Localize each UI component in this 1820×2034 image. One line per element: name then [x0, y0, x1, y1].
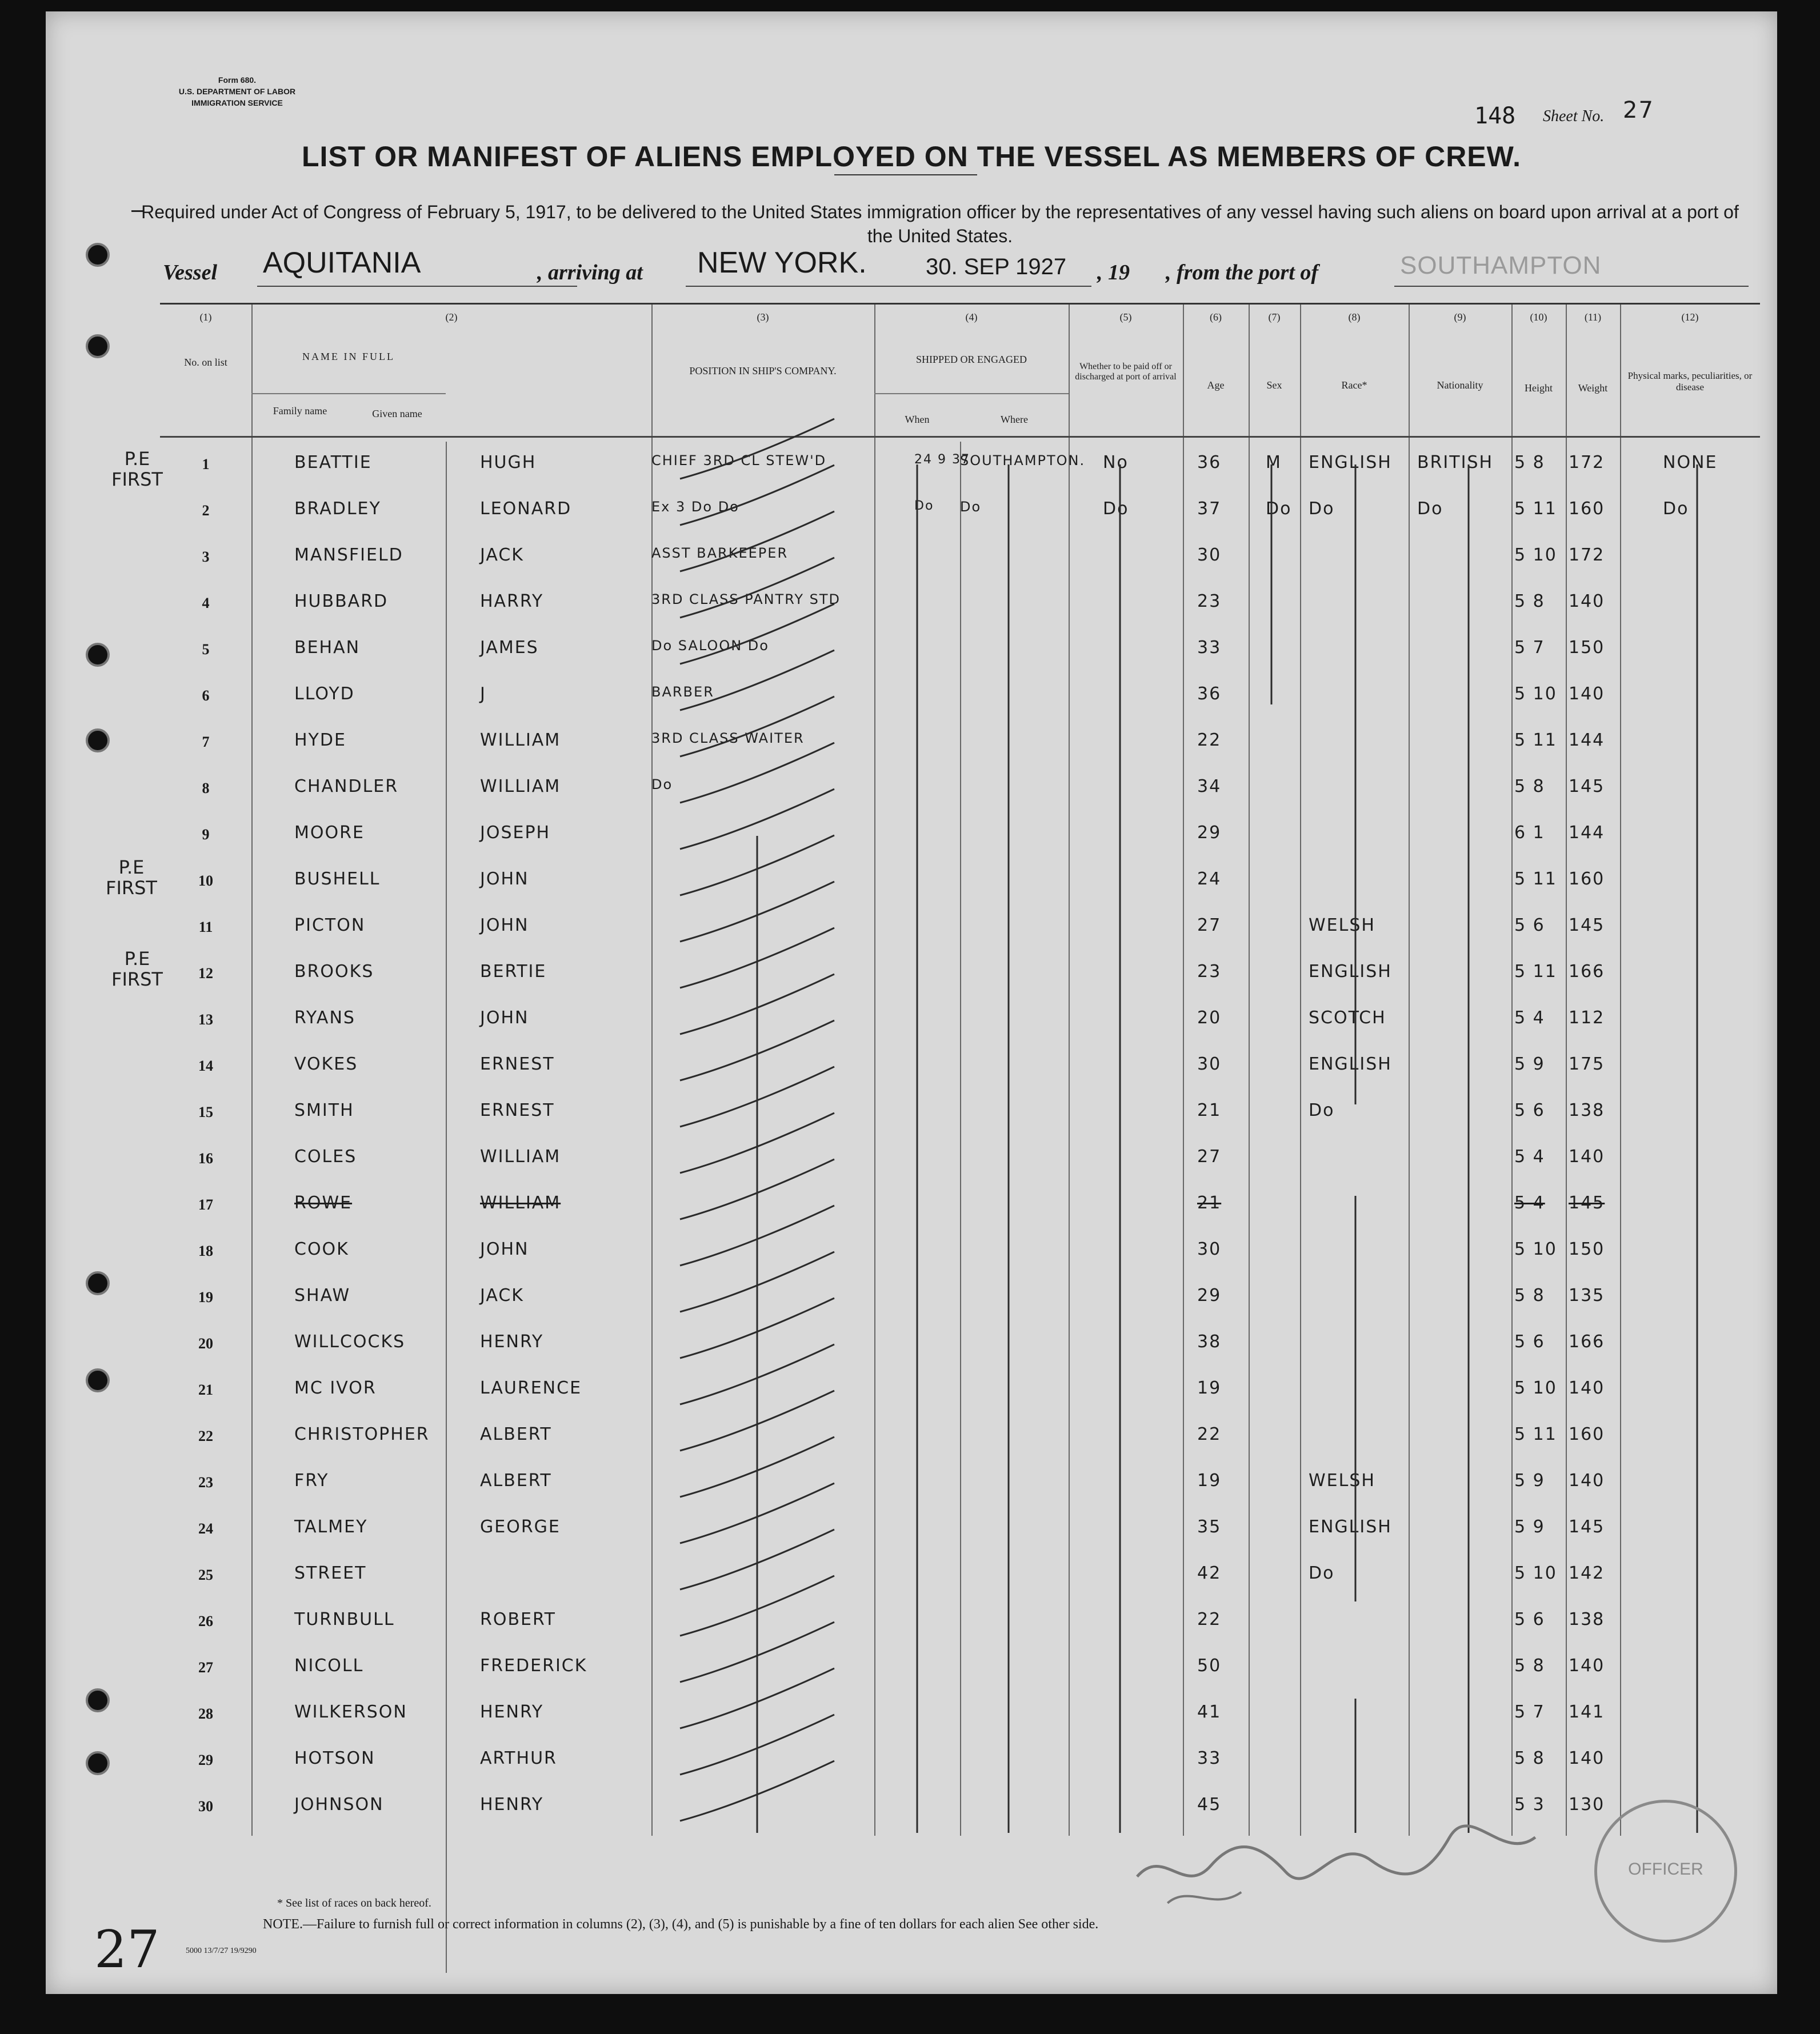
height: 5 4 [1514, 1193, 1545, 1213]
margin-note-row12: P.E FIRST [111, 948, 163, 990]
cancellation-slash [680, 650, 834, 710]
header-given-name: Given name [372, 408, 422, 419]
family-name: TURNBULL [294, 1609, 395, 1629]
weight: 160 [1569, 869, 1605, 889]
height: 5 7 [1514, 638, 1545, 658]
row-number: 12 [198, 965, 213, 982]
height: 5 8 [1514, 453, 1545, 473]
column-number: (5) [1119, 311, 1132, 323]
race: SCOTCH [1309, 1008, 1386, 1028]
header-where: Where [1001, 414, 1028, 425]
weight: 150 [1569, 1239, 1605, 1259]
given-name: HARRY [480, 591, 544, 611]
family-name: RYANS [294, 1008, 355, 1028]
cancellation-slash [680, 558, 834, 618]
sex: Do [1266, 499, 1292, 519]
family-name: ROWE [294, 1193, 353, 1213]
given-name: WILLIAM [480, 730, 561, 750]
column-number: (3) [757, 311, 769, 323]
departure-port: SOUTHAMPTON [1400, 251, 1602, 279]
weight: 144 [1569, 730, 1605, 750]
weight: 140 [1569, 591, 1605, 611]
age: 30 [1197, 1054, 1222, 1074]
punch-hole [86, 1368, 110, 1392]
title-rule [834, 174, 977, 175]
column-number: (8) [1348, 311, 1361, 323]
row-number: 28 [198, 1705, 213, 1722]
family-name: COLES [294, 1147, 357, 1167]
given-name: WILLIAM [480, 1147, 561, 1167]
row-number: 29 [198, 1752, 213, 1768]
given-name: JOSEPH [480, 823, 551, 843]
corner-sheet-number: 27 [94, 1920, 160, 1980]
race: Do [1309, 1100, 1335, 1120]
row-number: 22 [198, 1428, 213, 1444]
position: 3RD CLASS WAITER [651, 730, 805, 746]
family-name: COOK [294, 1239, 349, 1259]
given-name: HENRY [480, 1795, 544, 1815]
family-name: BUSHELL [294, 869, 381, 889]
sheet-number: 27 [1623, 97, 1654, 123]
age: 21 [1197, 1193, 1222, 1213]
given-name: JAMES [480, 638, 539, 658]
paid-off: Do [1103, 499, 1129, 519]
age: 20 [1197, 1008, 1222, 1028]
race: Do [1309, 1563, 1335, 1583]
header-name-in-full: NAME IN FULL [302, 351, 395, 362]
cancellation-slash [680, 696, 834, 756]
year-label: , 19 [1097, 261, 1130, 285]
given-name: WILLIAM [480, 1193, 561, 1213]
family-name: HYDE [294, 730, 346, 750]
row-number: 4 [202, 595, 210, 611]
penalty-note: NOTE.—Failure to furnish full or correct information in columns (2), (3), (4), and (5) is punishable by a fine of ten dollars for each alien See other side. [263, 1917, 1099, 1932]
page-subtitle: Required under Act of Congress of February 5, 1917, to be delivered to the United States immigration officer by the representatives of any vessel having such aliens on board upon arrival at a port of the United States. [141, 202, 1739, 246]
family-name: CHRISTOPHER [294, 1424, 430, 1444]
arrival-date-stamp: 30. SEP 1927 [926, 254, 1067, 279]
height: 5 7 [1514, 1702, 1545, 1722]
age: 41 [1197, 1702, 1222, 1722]
weight: 112 [1569, 1008, 1605, 1028]
weight: 140 [1569, 1471, 1605, 1491]
family-name: JOHNSON [294, 1795, 384, 1815]
cancellation-slash [680, 743, 834, 803]
weight: 140 [1569, 1378, 1605, 1398]
header-sex: Sex [1266, 379, 1282, 391]
weight: 145 [1569, 1193, 1605, 1213]
age: 29 [1197, 1286, 1222, 1306]
family-name: WILLCOCKS [294, 1332, 406, 1352]
age: 27 [1197, 1147, 1222, 1167]
date-rule [926, 286, 1091, 287]
position: ASST BARKEEPER [651, 545, 789, 561]
row-number: 26 [198, 1613, 213, 1629]
position: Do SALOON Do [651, 638, 769, 654]
height: 5 10 [1514, 1378, 1557, 1398]
height: 5 10 [1514, 1239, 1557, 1259]
weight: 175 [1569, 1054, 1605, 1074]
given-name: GEORGE [480, 1517, 561, 1537]
cancellation-slash [680, 604, 834, 664]
paid-off: No [1103, 453, 1129, 473]
cancellation-slash [680, 465, 834, 525]
weight: 160 [1569, 1424, 1605, 1444]
given-name: LAURENCE [480, 1378, 582, 1398]
given-name: WILLIAM [480, 776, 561, 796]
weight: 138 [1569, 1100, 1605, 1120]
weight: 142 [1569, 1563, 1605, 1583]
page-title: LIST OR MANIFEST OF ALIENS EMPLOYED ON THE VESSEL AS MEMBERS OF CREW. [302, 141, 1521, 173]
column-number: (2) [445, 311, 458, 323]
family-name: MOORE [294, 823, 365, 843]
punch-hole [86, 1271, 110, 1295]
weight: 130 [1569, 1795, 1605, 1815]
weight: 166 [1569, 962, 1605, 982]
row-number: 30 [198, 1798, 213, 1815]
row-number: 5 [202, 641, 210, 658]
given-name: HUGH [480, 453, 537, 473]
age: 36 [1197, 453, 1222, 473]
punch-hole [86, 243, 110, 267]
given-name: ERNEST [480, 1100, 555, 1120]
age: 34 [1197, 776, 1222, 796]
race: ENGLISH [1309, 962, 1392, 982]
height: 5 4 [1514, 1008, 1545, 1028]
race: ENGLISH [1309, 1054, 1392, 1074]
weight: 145 [1569, 915, 1605, 935]
header-weight: Weight [1578, 382, 1608, 394]
row-number: 17 [198, 1196, 213, 1213]
age: 27 [1197, 915, 1222, 935]
height: 5 3 [1514, 1795, 1545, 1815]
row-number: 15 [198, 1104, 213, 1120]
column-number: (10) [1530, 311, 1547, 323]
races-footnote: * See list of races on back hereof. [277, 1897, 431, 1909]
height: 5 10 [1514, 684, 1557, 704]
age: 33 [1197, 638, 1222, 658]
given-name: ALBERT [480, 1471, 552, 1491]
given-name: ERNEST [480, 1054, 555, 1074]
race: WELSH [1309, 915, 1375, 935]
height: 5 6 [1514, 1332, 1545, 1352]
family-name: LLOYD [294, 684, 355, 704]
height: 5 11 [1514, 962, 1557, 982]
print-code: 5000 13/7/27 19/9290 [186, 1947, 257, 1955]
port-rule [686, 286, 926, 287]
race: WELSH [1309, 1471, 1375, 1491]
weight: 145 [1569, 776, 1605, 796]
cancellation-slash [680, 511, 834, 571]
weight: 172 [1569, 545, 1605, 565]
family-name: BROOKS [294, 962, 374, 982]
row-number: 14 [198, 1058, 213, 1074]
age: 19 [1197, 1378, 1222, 1398]
weight: 138 [1569, 1609, 1605, 1629]
weight: 140 [1569, 1656, 1605, 1676]
family-name: PICTON [294, 915, 366, 935]
family-name: HUBBARD [294, 591, 389, 611]
crew-manifest-table [160, 303, 1760, 1836]
column-number: (7) [1268, 311, 1281, 323]
age: 30 [1197, 545, 1222, 565]
shipped-when: 24 9 37 [914, 453, 970, 467]
vessel-name: AQUITANIA [263, 246, 421, 279]
given-name: BERTIE [480, 962, 547, 982]
age: 45 [1197, 1795, 1222, 1815]
column-number: (4) [965, 311, 978, 323]
given-name: J [480, 684, 486, 704]
age: 36 [1197, 684, 1222, 704]
age: 21 [1197, 1100, 1222, 1120]
position: BARBER [651, 684, 714, 700]
column-number: (1) [199, 311, 212, 323]
weight: 140 [1569, 684, 1605, 704]
column-number: (11) [1584, 311, 1602, 323]
age: 38 [1197, 1332, 1222, 1352]
punch-hole [86, 1751, 110, 1775]
family-name: BEATTIE [294, 453, 372, 473]
arrival-port: NEW YORK. [697, 246, 867, 279]
age: 50 [1197, 1656, 1222, 1676]
from-label: , from the port of [1166, 261, 1319, 285]
header-when: When [905, 414, 930, 425]
age: 23 [1197, 962, 1222, 982]
annotation-strokes [160, 305, 1760, 1836]
height: 5 6 [1514, 1100, 1545, 1120]
row-number: 24 [198, 1520, 213, 1537]
family-name: FRY [294, 1471, 329, 1491]
given-name: JOHN [480, 869, 529, 889]
shipped-when: Do [914, 499, 934, 513]
height: 5 6 [1514, 915, 1545, 935]
race: Do [1309, 499, 1335, 519]
position: Ex 3 Do Do [651, 499, 739, 515]
given-name: HENRY [480, 1332, 544, 1352]
weight: 150 [1569, 638, 1605, 658]
given-name: JACK [480, 1286, 524, 1306]
weight: 144 [1569, 823, 1605, 843]
row-number: 21 [198, 1382, 213, 1398]
given-name: JOHN [480, 1008, 529, 1028]
age: 22 [1197, 1609, 1222, 1629]
family-name: SHAW [294, 1286, 351, 1306]
family-name: MC IVOR [294, 1378, 377, 1398]
height: 6 1 [1514, 823, 1545, 843]
cancellation-slash [680, 419, 834, 479]
family-name: TALMEY [294, 1517, 368, 1537]
position: Do [651, 776, 673, 792]
page-number: 148 [1474, 103, 1516, 129]
row-number: 10 [198, 872, 213, 889]
header-physical-marks: Physical marks, peculiarities, or disease [1627, 370, 1753, 393]
position: CHIEF 3RD CL STEW'D [651, 453, 827, 469]
shipped-where: Do [960, 499, 982, 515]
age: 33 [1197, 1748, 1222, 1768]
age: 22 [1197, 730, 1222, 750]
row-number: 11 [198, 919, 213, 935]
header-paid-off: Whether to be paid off or discharged at port of arrival [1075, 362, 1177, 382]
age: 30 [1197, 1239, 1222, 1259]
age: 24 [1197, 869, 1222, 889]
header-age: Age [1207, 379, 1225, 391]
row-number: 8 [202, 780, 210, 796]
height: 5 9 [1514, 1054, 1545, 1074]
row-number: 25 [198, 1567, 213, 1583]
height: 5 8 [1514, 591, 1545, 611]
age: 35 [1197, 1517, 1222, 1537]
height: 5 11 [1514, 869, 1557, 889]
family-name: SMITH [294, 1100, 354, 1120]
form-identifier [163, 74, 311, 109]
row-number: 23 [198, 1474, 213, 1491]
row-number: 20 [198, 1335, 213, 1352]
punch-hole [86, 1688, 110, 1712]
punch-hole [86, 334, 110, 358]
height: 5 8 [1514, 1286, 1545, 1306]
vessel-label: Vessel [163, 261, 217, 285]
row-number: 7 [202, 734, 210, 750]
age: 22 [1197, 1424, 1222, 1444]
age: 29 [1197, 823, 1222, 843]
row-number: 16 [198, 1150, 213, 1167]
shipped-where: SOUTHAMPTON. [960, 453, 1086, 469]
age: 19 [1197, 1471, 1222, 1491]
service-name: IMMIGRATION SERVICE [191, 98, 283, 107]
given-name: LEONARD [480, 499, 572, 519]
inspection-stamp [1594, 1800, 1737, 1943]
given-name: JOHN [480, 915, 529, 935]
row-number: 2 [202, 502, 210, 519]
weight: 140 [1569, 1748, 1605, 1768]
family-name: STREET [294, 1563, 367, 1583]
header-shipped: SHIPPED OR ENGAGED [915, 354, 1027, 365]
from-port-rule [1394, 286, 1749, 287]
age: 42 [1197, 1563, 1222, 1583]
manifest-page [46, 11, 1777, 1994]
family-name: WILKERSON [294, 1702, 407, 1722]
margin-note-row10: P.E FIRST [106, 856, 157, 899]
row-number: 3 [202, 548, 210, 565]
row-number: 19 [198, 1289, 213, 1306]
height: 5 9 [1514, 1471, 1545, 1491]
physical-marks: Do [1663, 499, 1689, 519]
row-number: 27 [198, 1659, 213, 1676]
height: 5 6 [1514, 1609, 1545, 1629]
weight: 172 [1569, 453, 1605, 473]
family-name: HOTSON [294, 1748, 375, 1768]
header-no-on-list: No. on list [184, 357, 227, 368]
sex: M [1266, 453, 1282, 473]
header-height: Height [1525, 382, 1553, 394]
height: 5 8 [1514, 1748, 1545, 1768]
given-name: ALBERT [480, 1424, 552, 1444]
given-name: ARTHUR [480, 1748, 557, 1768]
punch-hole [86, 643, 110, 667]
column-number: (6) [1210, 311, 1222, 323]
nationality: BRITISH [1417, 453, 1494, 473]
age: 37 [1197, 499, 1222, 519]
height: 5 8 [1514, 776, 1545, 796]
height: 5 4 [1514, 1147, 1545, 1167]
row-number: 1 [202, 456, 210, 473]
family-name: BRADLEY [294, 499, 381, 519]
row-number: 6 [202, 687, 210, 704]
position: 3RD CLASS PANTRY STD [651, 591, 841, 607]
height: 5 9 [1514, 1517, 1545, 1537]
weight: 140 [1569, 1147, 1605, 1167]
vessel-rule [257, 286, 577, 287]
margin-note-row1: P.E FIRST [111, 448, 163, 490]
row-number: 18 [198, 1243, 213, 1259]
weight: 166 [1569, 1332, 1605, 1352]
header-family-name: Family name [273, 405, 327, 417]
department-name: U.S. DEPARTMENT OF LABOR [178, 87, 296, 96]
height: 5 11 [1514, 1424, 1557, 1444]
family-name: BEHAN [294, 638, 361, 658]
header-nationality: Nationality [1437, 379, 1483, 391]
given-name: ROBERT [480, 1609, 556, 1629]
header-position: POSITION IN SHIP'S COMPANY. [689, 365, 837, 377]
age: 23 [1197, 591, 1222, 611]
punch-hole [86, 728, 110, 752]
row-number: 9 [202, 826, 210, 843]
family-name: MANSFIELD [294, 545, 403, 565]
height: 5 10 [1514, 1563, 1557, 1583]
given-name: HENRY [480, 1702, 544, 1722]
column-number: (9) [1454, 311, 1466, 323]
column-number: (12) [1681, 311, 1699, 323]
height: 5 8 [1514, 1656, 1545, 1676]
header-race: Race* [1341, 379, 1367, 391]
race: ENGLISH [1309, 453, 1392, 473]
family-name: CHANDLER [294, 776, 399, 796]
given-name: JACK [480, 545, 524, 565]
arriving-label: , arriving at [537, 261, 643, 285]
height: 5 11 [1514, 499, 1557, 519]
weight: 145 [1569, 1517, 1605, 1537]
weight: 160 [1569, 499, 1605, 519]
row-number: 13 [198, 1011, 213, 1028]
weight: 141 [1569, 1702, 1605, 1722]
height: 5 11 [1514, 730, 1557, 750]
race: ENGLISH [1309, 1517, 1392, 1537]
physical-marks: NONE [1663, 453, 1718, 473]
form-number: Form 680. [218, 75, 257, 85]
given-name: FREDERICK [480, 1656, 587, 1676]
family-name: VOKES [294, 1054, 358, 1074]
height: 5 10 [1514, 545, 1557, 565]
nationality: Do [1417, 499, 1443, 519]
weight: 135 [1569, 1286, 1605, 1306]
given-name: JOHN [480, 1239, 529, 1259]
family-name: NICOLL [294, 1656, 364, 1676]
sheet-label: Sheet No. [1543, 107, 1605, 125]
stamp-text: OFFICER [1628, 1860, 1703, 1879]
